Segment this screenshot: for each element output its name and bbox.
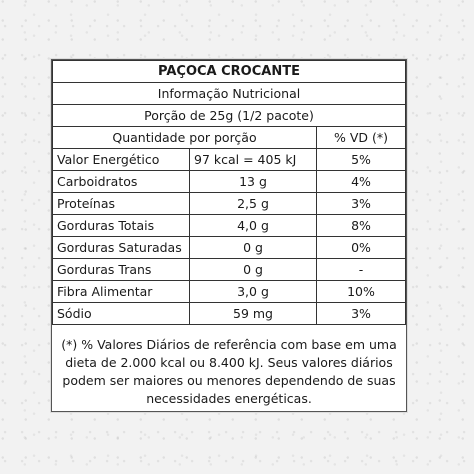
footnote: (*) % Valores Diários de referência com base em uma dieta de 2.000 kcal ou 8.400 kJ. Seus valores diários podem ser maiores ou menores dependendo de suas necessidades energéticas.	[61, 337, 397, 406]
nutrition-info-heading: Informação Nutricional	[53, 83, 406, 105]
nutrient-name: Carboidratos	[53, 171, 190, 193]
table-row	[53, 193, 406, 215]
nutrient-quantity: 0 g	[190, 237, 317, 259]
vd-header: % VD (*)	[317, 127, 406, 149]
header-row	[53, 127, 406, 149]
nutrient-name: Gorduras Trans	[53, 259, 190, 281]
nutrient-quantity: 3,0 g	[190, 281, 317, 303]
nutrient-vd: 3%	[317, 303, 406, 325]
table-row	[53, 215, 406, 237]
portion-size: Porção de 25g (1/2 pacote)	[53, 105, 406, 127]
title-row	[53, 61, 406, 83]
table-row	[53, 259, 406, 281]
nutrient-vd: 3%	[317, 193, 406, 215]
nutrient-vd: -	[317, 259, 406, 281]
portion-row	[53, 105, 406, 127]
table-row	[53, 237, 406, 259]
table-row	[53, 149, 406, 171]
table-row	[53, 171, 406, 193]
nutrient-name: Fibra Alimentar	[53, 281, 190, 303]
nutrition-label	[51, 59, 407, 412]
nutrient-quantity: 2,5 g	[190, 193, 317, 215]
nutrient-quantity: 13 g	[190, 171, 317, 193]
nutrient-vd: 5%	[317, 149, 406, 171]
nutrient-name: Proteínas	[53, 193, 190, 215]
subtitle-row	[53, 83, 406, 105]
nutrient-vd: 8%	[317, 215, 406, 237]
quantity-header: Quantidade por porção	[53, 127, 317, 149]
nutrient-vd: 10%	[317, 281, 406, 303]
product-title: PAÇOCA CROCANTE	[53, 61, 406, 83]
nutrient-quantity: 59 mg	[190, 303, 317, 325]
nutrient-quantity: 97 kcal = 405 kJ	[190, 149, 317, 171]
nutrient-name: Valor Energético	[53, 149, 190, 171]
nutrient-quantity: 0 g	[190, 259, 317, 281]
nutrient-quantity: 4,0 g	[190, 215, 317, 237]
nutrient-name: Sódio	[53, 303, 190, 325]
nutrient-name: Gorduras Totais	[53, 215, 190, 237]
nutrition-table	[52, 60, 406, 325]
nutrient-name: Gorduras Saturadas	[53, 237, 190, 259]
nutrient-vd: 0%	[317, 237, 406, 259]
nutrient-vd: 4%	[317, 171, 406, 193]
table-row	[53, 281, 406, 303]
table-row	[53, 303, 406, 325]
